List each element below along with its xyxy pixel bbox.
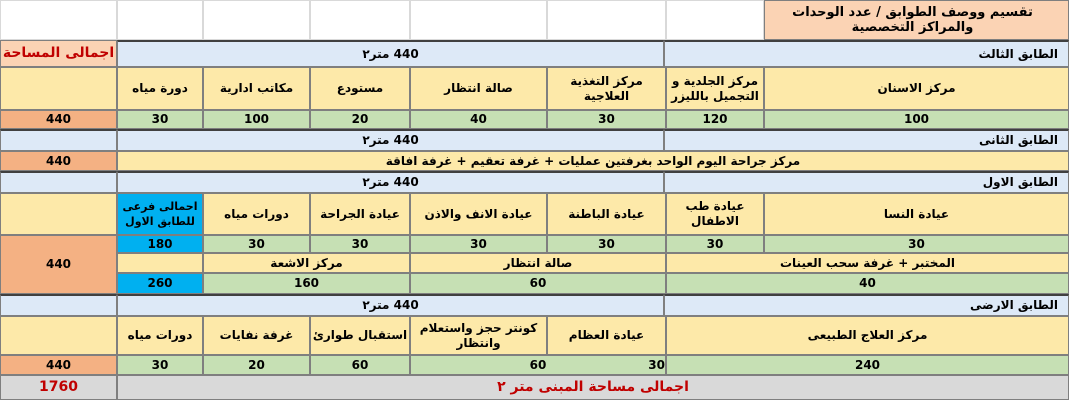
value-cell: 240: [666, 355, 1069, 375]
empty-cell: [310, 0, 410, 40]
floor-name-third: الطابق الثالث: [664, 40, 1069, 67]
value-cell: 60: [310, 355, 410, 375]
header-empty: [0, 294, 117, 316]
building-total: 1760: [0, 375, 117, 400]
value-cell: 30: [117, 110, 203, 129]
value-cell: 30: [203, 235, 310, 253]
unit-cell: استقبال طوارئ: [310, 316, 410, 355]
floor-total-third: 440: [0, 110, 117, 129]
unit-cell: مركز الجلدية و التجميل بالليزر: [666, 67, 764, 110]
unit-cell: مكاتب ادارية: [203, 67, 310, 110]
first-floor-subtotal-label: احمالى فرعى للطابق الاول: [117, 193, 203, 235]
unit-cell-empty: [0, 67, 117, 110]
empty-cell: [117, 0, 203, 40]
value-cell: 30: [620, 355, 666, 375]
value-cell: 30: [117, 355, 203, 375]
header-empty: [0, 171, 117, 193]
unit-cell: عيادة طب الاطفال: [666, 193, 764, 235]
value-cell: 30: [666, 235, 764, 253]
value-cell: 30: [410, 235, 547, 253]
unit-cell: مركز الاسنان: [764, 67, 1069, 110]
floor-area-ground: 440 متر٢: [117, 294, 664, 316]
unit-cell: عيادة العظام: [547, 316, 666, 355]
empty-cell: [547, 0, 666, 40]
unit-cell: عيادة النسا: [764, 193, 1069, 235]
value-cell: 20: [203, 355, 310, 375]
value-cell: 30: [764, 235, 1069, 253]
value-cell: 120: [666, 110, 764, 129]
floor-total-second: 440: [0, 151, 117, 171]
value-cell: 60: [410, 355, 666, 375]
value-cell-lab: 40: [666, 273, 1069, 294]
unit-cell: صالة انتظار: [410, 67, 547, 110]
value-cell-waiting: 60: [410, 273, 666, 294]
building-total-label: اجمالى مساحة المبنى متر ٢: [117, 375, 1069, 400]
sheet-title: تقسيم ووصف الطوابق / عدد الوحدات والمراكز التخصصية: [764, 0, 1069, 40]
floor-description-second: مركز جراحة اليوم الواحد بغرفتين عمليات + غرفة تعقيم + غرفة افاقة: [117, 151, 1069, 171]
empty-cell: [0, 0, 117, 40]
value-cell: 30: [310, 235, 410, 253]
header-empty: [0, 129, 117, 151]
unit-cell: عيادة الانف والاذن: [410, 193, 547, 235]
floor-total-ground: 440: [0, 355, 117, 375]
value-cell: 40: [410, 110, 547, 129]
empty-cell: [666, 0, 764, 40]
unit-cell-empty: [0, 193, 117, 235]
value-cell: 30: [547, 110, 666, 129]
floor-name-second: الطابق الثانى: [664, 129, 1069, 151]
unit-cell: مستودع: [310, 67, 410, 110]
floor-name-first: الطابق الاول: [664, 171, 1069, 193]
unit-cell: غرفة نفايات: [203, 316, 310, 355]
floor-area-second: 440 متر٢: [117, 129, 664, 151]
value-cell: 20: [310, 110, 410, 129]
empty-cell: [410, 0, 547, 40]
value-cell: 30: [547, 235, 666, 253]
floor-total-first: 440: [0, 235, 117, 294]
value-cell: 100: [203, 110, 310, 129]
floor-area-first: 440 متر٢: [117, 171, 664, 193]
value-cell: 100: [764, 110, 1069, 129]
unit-cell: دورة مياه: [117, 67, 203, 110]
first-floor-subtotal: 180: [117, 235, 203, 253]
unit-cell: مركز العلاج الطبيعى: [666, 316, 1069, 355]
value-cell-radiology: 160: [203, 273, 410, 294]
unit-cell-radiology: مركز الاشعة: [203, 253, 410, 273]
empty-cell: [203, 0, 310, 40]
unit-cell: مركز التغذية العلاجية: [547, 67, 666, 110]
floor-name-ground: الطابق الارضى: [664, 294, 1069, 316]
total-area-label: اجمالى المساحة: [0, 40, 117, 67]
unit-cell-lab: المختبر + غرفة سحب العينات: [666, 253, 1069, 273]
unit-cell-empty: [117, 253, 203, 273]
unit-cell: عيادة الجراحة: [310, 193, 410, 235]
unit-cell-empty: [0, 316, 117, 355]
unit-cell: دورات مياه: [203, 193, 310, 235]
unit-cell: عيادة الباطنة: [547, 193, 666, 235]
floor-area-third: 440 متر٢: [117, 40, 664, 67]
first-floor-second-subtotal: 260: [117, 273, 203, 294]
unit-cell-waiting: صالة انتظار: [410, 253, 666, 273]
unit-cell: كونتر حجز واستعلام وانتظار: [410, 316, 547, 355]
unit-cell: دورات مياه: [117, 316, 203, 355]
